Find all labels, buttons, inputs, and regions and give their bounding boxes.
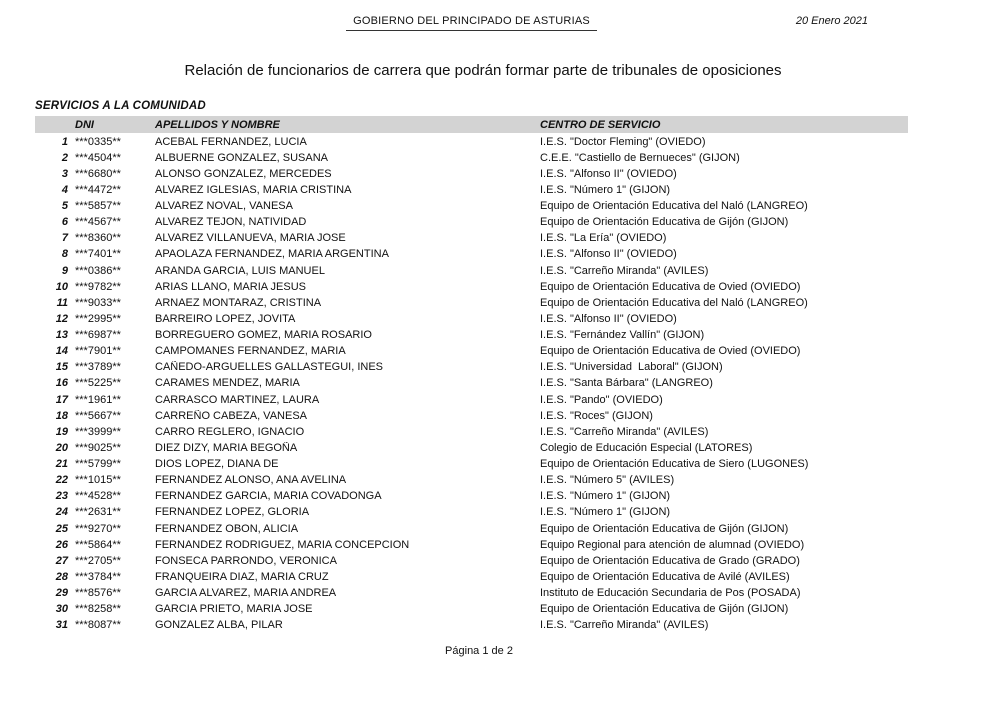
row-number: 20 — [55, 441, 68, 454]
row-number: 4 — [61, 183, 68, 196]
row-centro: Colegio de Educación Especial (LATORES) — [540, 441, 753, 454]
row-number: 19 — [55, 425, 68, 438]
row-number: 12 — [55, 312, 68, 325]
table-row — [35, 327, 908, 343]
row-number: 27 — [55, 554, 68, 567]
table-row — [35, 166, 908, 182]
row-nombre: FERNANDEZ OBON, ALICIA — [155, 522, 299, 535]
row-dni: ***2705** — [75, 554, 121, 567]
row-nombre: CARREÑO CABEZA, VANESA — [155, 409, 307, 422]
row-dni: ***9025** — [75, 441, 121, 454]
header-date: 20 Enero 2021 — [795, 15, 868, 27]
row-number: 13 — [55, 329, 68, 342]
table-body — [35, 134, 908, 634]
row-number: 2 — [61, 151, 68, 164]
row-number: 16 — [55, 377, 68, 390]
row-number: 31 — [55, 619, 68, 632]
row-centro: I.E.S. "Alfonso II" (OVIEDO) — [540, 167, 677, 180]
table-row — [35, 295, 908, 311]
row-centro: I.E.S. "Carreño Miranda" (AVILES) — [540, 619, 709, 632]
row-centro: I.E.S. "Carreño Miranda" (AVILES) — [540, 264, 709, 277]
row-number: 18 — [55, 409, 68, 422]
row-nombre: CAÑEDO-ARGUELLES GALLASTEGUI, INES — [155, 361, 384, 374]
row-centro: Equipo de Orientación Educativa de Avilé (AVILES) — [540, 570, 790, 583]
header-org-title: GOBIERNO DEL PRINCIPADO DE ASTURIAS — [346, 15, 597, 31]
row-centro: I.E.S. "Número 5" (AVILES) — [540, 474, 675, 487]
table-row — [35, 601, 908, 617]
row-dni: ***4567** — [75, 216, 121, 229]
row-centro: Equipo de Orientación Educativa de Siero (LUGONES) — [540, 458, 809, 471]
row-number: 21 — [55, 458, 68, 471]
row-dni: ***1961** — [75, 393, 121, 406]
row-centro: C.E.E. "Castiello de Bernueces" (GIJON) — [540, 151, 740, 164]
row-nombre: CARRO REGLERO, IGNACIO — [155, 425, 305, 438]
row-nombre: FERNANDEZ GARCIA, MARIA COVADONGA — [155, 490, 382, 503]
row-dni: ***0335** — [75, 135, 121, 148]
table-row — [35, 504, 908, 520]
row-nombre: GARCIA ALVAREZ, MARIA ANDREA — [155, 587, 337, 600]
table-row — [35, 230, 908, 246]
row-number: 23 — [55, 490, 68, 503]
row-nombre: CARAMES MENDEZ, MARIA — [155, 377, 300, 390]
row-centro: Equipo Regional para atención de alumnad (OVIEDO) — [540, 538, 805, 551]
table-row — [35, 408, 908, 424]
row-dni: ***8258** — [75, 603, 121, 616]
row-dni: ***6987** — [75, 329, 121, 342]
row-centro: Equipo de Orientación Educativa de Gijón (GIJON) — [540, 216, 789, 229]
row-centro: Equipo de Orientación Educativa del Naló (LANGREO) — [540, 200, 808, 213]
row-dni: ***2995** — [75, 312, 121, 325]
row-number: 26 — [55, 538, 68, 551]
row-nombre: ALONSO GONZALEZ, MERCEDES — [155, 167, 332, 180]
table-row — [35, 440, 908, 456]
row-nombre: FONSECA PARRONDO, VERONICA — [155, 554, 337, 567]
row-centro: I.E.S. "Roces" (GIJON) — [540, 409, 653, 422]
column-header-centro: CENTRO DE SERVICIO — [540, 118, 661, 131]
row-dni: ***5225** — [75, 377, 121, 390]
row-number: 10 — [55, 280, 68, 293]
row-number: 17 — [55, 393, 68, 406]
row-nombre: BORREGUERO GOMEZ, MARIA ROSARIO — [155, 329, 372, 342]
row-number: 5 — [61, 200, 68, 213]
row-dni: ***9033** — [75, 296, 121, 309]
row-centro: I.E.S. "Santa Bárbara" (LANGREO) — [540, 377, 713, 390]
row-centro: I.E.S. "Carreño Miranda" (AVILES) — [540, 425, 709, 438]
row-number: 29 — [55, 587, 68, 600]
row-centro: I.E.S. "Universidad Laboral" (GIJON) — [540, 361, 723, 374]
row-nombre: DIOS LOPEZ, DIANA DE — [155, 458, 279, 471]
table-row — [35, 472, 908, 488]
column-header-dni: DNI — [75, 118, 94, 131]
row-number: 24 — [55, 506, 68, 519]
row-centro: I.E.S. "Número 1" (GIJON) — [540, 490, 671, 503]
table-row — [35, 343, 908, 359]
row-nombre: GARCIA PRIETO, MARIA JOSE — [155, 603, 313, 616]
row-number: 1 — [61, 135, 68, 148]
table-row — [35, 214, 908, 230]
table-row — [35, 246, 908, 262]
row-dni: ***9270** — [75, 522, 121, 535]
row-centro: Equipo de Orientación Educativa de Gijón (GIJON) — [540, 522, 789, 535]
row-centro: I.E.S. "Alfonso II" (OVIEDO) — [540, 248, 677, 261]
row-nombre: FERNANDEZ RODRIGUEZ, MARIA CONCEPCION — [155, 538, 410, 551]
page-header — [35, 15, 908, 31]
table-row — [35, 488, 908, 504]
row-number: 6 — [61, 216, 68, 229]
row-dni: ***9782** — [75, 280, 121, 293]
row-nombre: CARRASCO MARTINEZ, LAURA — [155, 393, 320, 406]
table-header-row — [35, 116, 908, 133]
row-nombre: CAMPOMANES FERNANDEZ, MARIA — [155, 345, 346, 358]
row-dni: ***8087** — [75, 619, 121, 632]
row-dni: ***5864** — [75, 538, 121, 551]
row-dni: ***8360** — [75, 232, 121, 245]
table-row — [35, 585, 908, 601]
row-nombre: ALVAREZ IGLESIAS, MARIA CRISTINA — [155, 183, 352, 196]
row-dni: ***0386** — [75, 264, 121, 277]
row-dni: ***3999** — [75, 425, 121, 438]
row-dni: ***2631** — [75, 506, 121, 519]
row-centro: I.E.S. "Número 1" (GIJON) — [540, 183, 671, 196]
row-nombre: ARNAEZ MONTARAZ, CRISTINA — [155, 296, 322, 309]
table-row — [35, 521, 908, 537]
table-row — [35, 424, 908, 440]
row-number: 22 — [55, 474, 68, 487]
row-centro: I.E.S. "Fernández Vallín" (GIJON) — [540, 329, 705, 342]
row-nombre: DIEZ DIZY, MARIA BEGOÑA — [155, 441, 298, 454]
table-row — [35, 553, 908, 569]
row-number: 28 — [55, 570, 68, 583]
table-row — [35, 456, 908, 472]
row-nombre: ALVAREZ TEJON, NATIVIDAD — [155, 216, 307, 229]
row-number: 30 — [55, 603, 68, 616]
row-dni: ***7401** — [75, 248, 121, 261]
table-row — [35, 150, 908, 166]
row-nombre: FERNANDEZ ALONSO, ANA AVELINA — [155, 474, 347, 487]
row-dni: ***5799** — [75, 458, 121, 471]
row-dni: ***7901** — [75, 345, 121, 358]
row-dni: ***5667** — [75, 409, 121, 422]
table-row — [35, 617, 908, 633]
row-number: 7 — [61, 232, 68, 245]
row-centro: Equipo de Orientación Educativa de Gijón (GIJON) — [540, 603, 789, 616]
row-nombre: GONZALEZ ALBA, PILAR — [155, 619, 283, 632]
section-heading: SERVICIOS A LA COMUNIDAD — [35, 100, 206, 112]
row-number: 9 — [61, 264, 68, 277]
row-dni: ***4504** — [75, 151, 121, 164]
row-dni: ***5857** — [75, 200, 121, 213]
page-footer: Página 1 de 2 — [445, 645, 513, 657]
row-number: 3 — [61, 167, 68, 180]
table-row — [35, 537, 908, 553]
row-centro: Equipo de Orientación Educativa del Naló (LANGREO) — [540, 296, 808, 309]
row-nombre: ALBUERNE GONZALEZ, SUSANA — [155, 151, 328, 164]
row-nombre: APAOLAZA FERNANDEZ, MARIA ARGENTINA — [155, 248, 389, 261]
row-centro: I.E.S. "Doctor Fleming" (OVIEDO) — [540, 135, 706, 148]
row-dni: ***6680** — [75, 167, 121, 180]
row-number: 8 — [61, 248, 68, 261]
column-header-nombre: APELLIDOS Y NOMBRE — [155, 118, 280, 131]
table-row — [35, 375, 908, 391]
row-nombre: ARIAS LLANO, MARIA JESUS — [155, 280, 306, 293]
row-centro: Equipo de Orientación Educativa de Ovied (OVIEDO) — [540, 345, 801, 358]
table-row — [35, 569, 908, 585]
row-dni: ***4472** — [75, 183, 121, 196]
table-row — [35, 359, 908, 375]
row-nombre: FERNANDEZ LOPEZ, GLORIA — [155, 506, 310, 519]
row-centro: I.E.S. "Pando" (OVIEDO) — [540, 393, 663, 406]
row-dni: ***8576** — [75, 587, 121, 600]
table-row — [35, 182, 908, 198]
row-centro: I.E.S. "Alfonso II" (OVIEDO) — [540, 312, 677, 325]
row-number: 14 — [55, 345, 68, 358]
row-dni: ***3789** — [75, 361, 121, 374]
row-nombre: ALVAREZ VILLANUEVA, MARIA JOSE — [155, 232, 346, 245]
row-dni: ***4528** — [75, 490, 121, 503]
row-dni: ***1015** — [75, 474, 121, 487]
row-dni: ***3784** — [75, 570, 121, 583]
row-centro: Equipo de Orientación Educativa de Grado (GRADO) — [540, 554, 800, 567]
page-title: Relación de funcionarios de carrera que podrán formar parte de tribunales de oposiciones — [184, 62, 782, 79]
row-nombre: ALVAREZ NOVAL, VANESA — [155, 200, 293, 213]
table-row — [35, 134, 908, 150]
table-row — [35, 311, 908, 327]
row-centro: Instituto de Educación Secundaria de Pos (POSADA) — [540, 587, 801, 600]
row-number: 15 — [55, 361, 68, 374]
table-row — [35, 279, 908, 295]
table-row — [35, 198, 908, 214]
row-number: 11 — [56, 296, 68, 309]
row-number: 25 — [55, 522, 68, 535]
row-nombre: FRANQUEIRA DIAZ, MARIA CRUZ — [155, 570, 329, 583]
table-row — [35, 392, 908, 408]
row-nombre: ARANDA GARCIA, LUIS MANUEL — [155, 264, 325, 277]
row-nombre: ACEBAL FERNANDEZ, LUCIA — [155, 135, 307, 148]
row-centro: Equipo de Orientación Educativa de Ovied (OVIEDO) — [540, 280, 801, 293]
table-row — [35, 263, 908, 279]
row-centro: I.E.S. "Número 1" (GIJON) — [540, 506, 671, 519]
row-nombre: BARREIRO LOPEZ, JOVITA — [155, 312, 296, 325]
row-centro: I.E.S. "La Ería" (OVIEDO) — [540, 232, 667, 245]
